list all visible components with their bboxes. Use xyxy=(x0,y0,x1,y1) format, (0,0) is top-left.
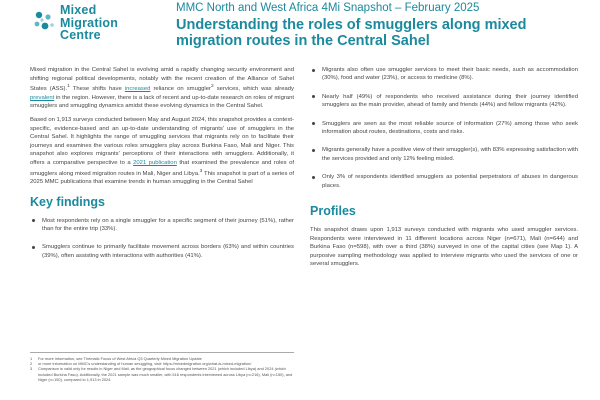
text-run: This snapshot is part of a series of 2025 MMC publications that examine trends in human smuggling in the Central Sahel xyxy=(30,170,294,186)
logo-line: Centre xyxy=(60,28,101,42)
page-title: Understanding the roles of smugglers along mixed migration routes in the Central Sahel xyxy=(176,17,527,49)
footnote-text: For more information, see Thematic Focus of West Africa Q3 Quarterly Mixed Migration Update xyxy=(38,356,202,361)
finding-item: Smugglers are seen as the most reliable source of information (27%) among those who seek information about routes, destinations, costs and risks. xyxy=(310,120,578,137)
footnote-text: Comparison is valid only for results in Niger and Mali, as the geographical focus changed between 2021 (which included Libya) and 2024 (which included Burkina Faso). Additionally, the 2021 sample was much smaller, with 516 respondents interviewed across Libya (n=216), Mali (n=150), and Niger (n=150), compared to 1,913 in 2024. xyxy=(38,366,293,382)
profiles-heading: Profiles xyxy=(310,204,356,219)
finding-item: Smugglers continue to primarily facilitate movement across borders (63%) and within countries (39%), often assisting with interactions with authorities (41%). xyxy=(30,243,294,260)
intro-paragraph-1 xyxy=(30,66,294,111)
footnote-number: 3 xyxy=(30,366,33,372)
key-findings-heading: Key findings xyxy=(30,194,106,209)
logo-line: Migration xyxy=(60,15,119,30)
text-run: reliance on smuggler xyxy=(150,86,211,93)
text-run: that examined the prevalence and roles of smugglers along mixed migration routes in Mali, Niger and Libya. xyxy=(30,159,295,177)
increased-link[interactable]: increased xyxy=(124,86,151,93)
footnote-ref[interactable]: 3 xyxy=(199,168,203,174)
finding-item: Only 3% of respondents identified smugglers as potential perpetrators of abuses in dangerous places. xyxy=(310,173,578,190)
footnote xyxy=(30,366,294,382)
prevalent-link[interactable]: prevalent xyxy=(30,94,55,101)
text-run: in the region. However, there is a lack of recent and up-to-date research on roles of migrant smugglers and smuggling dynamics amidst these evolving dynamics in the Central Sahel. xyxy=(30,94,294,110)
mmc-logo-text xyxy=(60,4,118,42)
footnote-number: 1 xyxy=(30,356,33,361)
profiles-paragraph: This snapshot draws upon 1,913 surveys conducted with migrants who used smuggler services. Respondents were interviewed in 11 different locations across Niger (n=671), Mali (n=644) and Burkina Faso (n=598), with over a third (38%) surveyed in one of the capital cities (see Map 1). A purposive sampling methodology was applied to interview migrants who used the services of one or several smugglers. xyxy=(310,227,578,268)
footnotes xyxy=(30,352,294,382)
publication-2021-link[interactable]: 2021 publication xyxy=(133,159,177,166)
footnote-number: 2 xyxy=(30,361,33,367)
finding-item: Migrants also often use smuggler services to meet their basic needs, such as accommodation (30%), food and water (23%), or access to medicine (8%). xyxy=(310,66,578,83)
footnote-ref[interactable]: 2 xyxy=(210,84,214,90)
footnote-ref[interactable]: 1 xyxy=(67,84,70,90)
finding-item: Migrants generally have a positive view of their smuggler(s), with 83% expressing satisfaction with the services provided and only 12% feeling misled. xyxy=(310,146,578,163)
right-column xyxy=(310,66,578,274)
text-run: Based on 1,913 surveys conducted between May and August 2024, this snapshot provides a context-specific, evidence-based and an up-to-date understanding of migrants' use of smugglers in the Central Sahel. It highlights the range of smuggling services that migrants rely on to facilitate their journeys and examines the various roles smugglers play across Burkina Faso, Mali and Niger. This snapshot also explores migrants' perceptions of their interactions with smugglers. Additionally, it offers a comparative perspective to a xyxy=(30,116,294,166)
snapshot-label: MMC North and West Africa 4Mi Snapshot – February 2025 xyxy=(176,2,480,14)
text-run: These shifts have xyxy=(69,86,125,93)
intro-paragraph-2 xyxy=(30,116,294,187)
logo-line: Mixed xyxy=(60,3,97,17)
mmc-logo xyxy=(30,4,150,44)
text-run: Mixed migration in the Central Sahel is evolving amid a rapidly changing security environment and shifting regional political developments, notably with the recent creation of the Alliance of Sahel States (ASS). xyxy=(30,67,294,93)
footnote-text: or more information on MMC's understanding of human smuggling, visit: https://mixedmigration.org/what-is-mixed-migration/ xyxy=(38,361,252,367)
left-column xyxy=(30,66,294,270)
finding-item: Most respondents rely on a single smuggler for a specific segment of their journey (51%), rather than for the entire trip (33%). xyxy=(30,217,294,234)
finding-item: Nearly half (49%) of respondents who received assistance during their journey identified smugglers as the main provider, ahead of family and friends (44%) and fellow migrants (42%). xyxy=(310,93,578,110)
text-run: services, which was already xyxy=(213,86,294,93)
mmc-logo-icon xyxy=(30,8,56,34)
